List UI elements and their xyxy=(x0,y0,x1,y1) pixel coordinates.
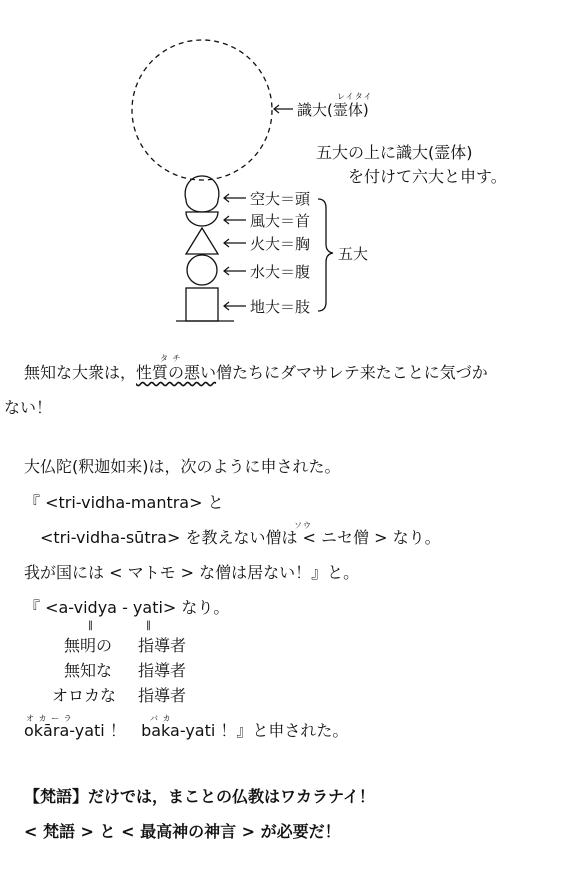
diagram-note-line1: 五大の上に識大(霊体) xyxy=(316,143,473,162)
shiki-dashed-circle xyxy=(132,40,272,180)
paragraph2-line3: <tri-vidha-sūtra> を教えない僧は < ニセ僧 > なり。 xyxy=(40,528,441,547)
sui-circle-shape xyxy=(187,255,217,285)
gloss-left-3: オロカな xyxy=(52,686,117,705)
gloss-right-2: 指導者 xyxy=(138,661,187,680)
baka-yati-text: baka-yati ！』と申された。 xyxy=(141,721,349,740)
gloss-row-3 xyxy=(52,686,186,706)
gloss-left-2: 無知な xyxy=(64,661,113,680)
okara-yati-text: okāra-yati ！ xyxy=(24,721,126,740)
paragraph2-line6 xyxy=(24,721,348,741)
gloss-right-3: 指導者 xyxy=(138,686,187,705)
paragraph2-line5: 『 <a-vidya - yati> なり。 xyxy=(24,598,230,617)
paragraph3-line2: < 梵語 > と < 最高神の神言 > が必要だ！ xyxy=(24,822,341,841)
diagram-note-line2: を付けて六大と申す。 xyxy=(348,167,507,186)
gloss-row-2 xyxy=(64,661,186,681)
equals-mark-2: ‖ xyxy=(146,620,151,631)
godai-brace xyxy=(318,199,333,311)
gloss-right-1: 指導者 xyxy=(138,636,187,655)
fuu-bowl-shape xyxy=(186,212,218,226)
shiki-label: 識大(霊体) xyxy=(297,101,369,119)
baka-ruby: バ カ xyxy=(150,714,172,723)
shiki-ruby: レイタイ xyxy=(337,92,373,101)
paragraph1-line2: ない！ xyxy=(4,398,53,417)
p1-ruby: タ チ xyxy=(160,354,182,363)
ka-triangle-shape xyxy=(186,228,218,254)
paragraph1-line1 xyxy=(24,363,488,383)
chi-square-shape xyxy=(186,288,218,321)
p1-wavy-phrase: 性質の悪い xyxy=(136,363,217,382)
paragraph2-line4: 我が国には < マトモ > な僧は居ない！』と。 xyxy=(24,563,360,582)
element-label-chi: 地大＝肢 xyxy=(250,298,311,316)
element-label-ka: 火大＝胸 xyxy=(250,235,311,253)
equals-mark-1: ‖ xyxy=(88,620,93,631)
p1-part-a: 無知な大衆は， xyxy=(24,363,137,382)
element-label-kuu: 空大＝頭 xyxy=(250,190,311,208)
element-label-sui: 水大＝腹 xyxy=(250,263,311,281)
okara-ruby: オ カ ー ラ xyxy=(26,714,73,723)
kuu-jewel-shape xyxy=(185,176,219,212)
paragraph3-line1: 【梵語】だけでは，まことの仏教はワカラナイ！ xyxy=(24,787,375,806)
p2-l3-ruby: ソウ xyxy=(294,521,312,530)
godai-label: 五大 xyxy=(338,245,369,263)
element-label-fuu: 風大＝首 xyxy=(250,212,311,230)
element-arrows xyxy=(224,194,246,310)
gloss-row-1 xyxy=(64,636,186,656)
gloss-left-1: 無明の xyxy=(64,636,113,655)
paragraph2-line1: 大仏陀(釈迦如来)は，次のように申された。 xyxy=(24,457,341,476)
p1-part-c: 僧たちにダマサレテ来たことに気づか xyxy=(216,363,488,382)
paragraph2-line2: 『 <tri-vidha-mantra> と xyxy=(24,493,224,512)
